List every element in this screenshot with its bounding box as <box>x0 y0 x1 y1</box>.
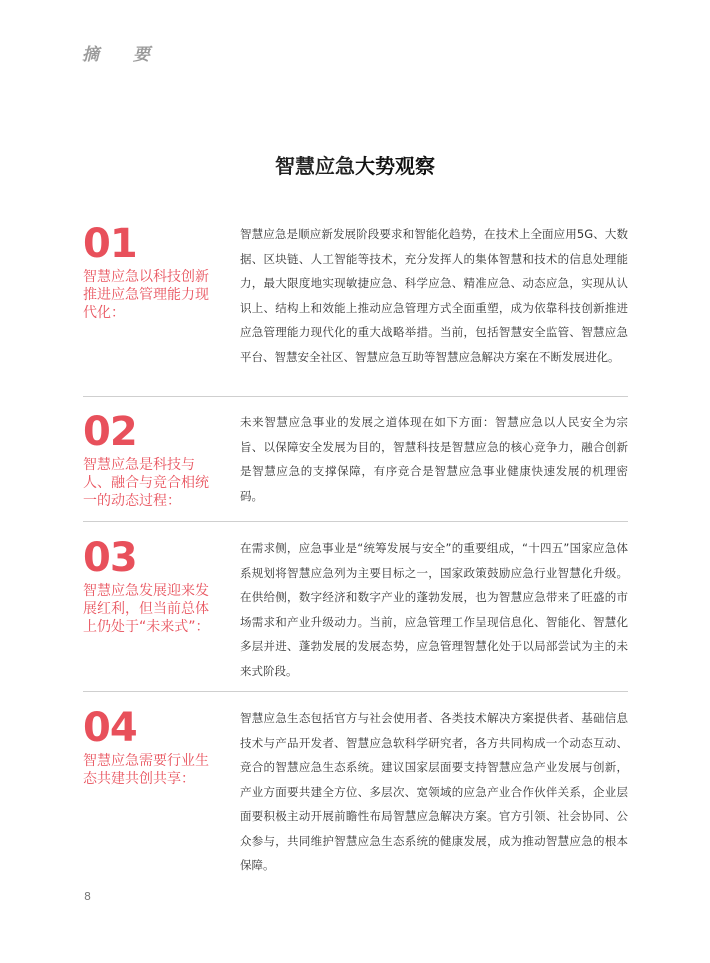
section-body: 智慧应急生态包括官方与社会使用者、各类技术解决方案提供者、基础信息技术与产品开发者、智慧应急软科学研究者，各方共同构成一个动态互动、竞合的智慧应急生态系统。建议国家层面要支持智慧应急产业发展与创新，产业方面要共建全方位、多层次、宽领域的应急产业合作伙伴关系，企业层面要积极主动开展前瞻性布局智慧应急解决方案。官方引领、社会协同、公众参与，共同维护智慧应急生态系统的健康发展，成为推动智慧应急的根本保障。 <box>240 711 628 872</box>
section-body: 智慧应急是顺应新发展阶段要求和智能化趋势，在技术上全面应用5G、大数据、区块链、人工智能等技术，充分发挥人的集体智慧和技术的信息处理能力，最大限度地实现敏捷应急、科学应急、精准应急、动态应急，实现从认识上、结构上和效能上推动应急管理方式全面重塑，成为依靠科技创新推进应急管理能力现代化的重大战略举措。当前，包括智慧安全监管、智慧应急平台、智慧安全社区、智慧应急互助等智慧应急解决方案在不断发展进化。 <box>240 227 628 364</box>
section-04 <box>83 706 628 876</box>
divider <box>83 521 628 522</box>
page-label: 摘 要 <box>82 45 164 65</box>
section-body: 在需求侧，应急事业是“统筹发展与安全”的重要组成，“十四五”国家应急体系规划将智慧应急列为主要目标之一，国家政策鼓励应急行业智慧化升级。在供给侧，数字经济和数字产业的蓬勃发展，也为智慧应急带来了旺盛的市场需求和产业升级动力。当前，应急管理工作呈现信息化、智能化、智慧化多层并进、蓬勃发展的发展态势，应急管理智慧化处于以局部尝试为主的未来式阶段。 <box>240 541 628 678</box>
section-number: 01 <box>83 221 137 267</box>
section-03 <box>83 536 628 686</box>
section-number: 04 <box>83 705 137 751</box>
section-02 <box>83 410 628 510</box>
section-subtitle: 智慧应急发展迎来发展红利，但当前总体上仍处于“未来式”： <box>83 583 210 635</box>
divider <box>83 396 628 397</box>
section-subtitle: 智慧应急以科技创新推进应急管理能力现代化： <box>83 269 209 321</box>
section-number: 03 <box>83 535 137 581</box>
section-subtitle: 智慧应急是科技与人、融合与竞合相统一的动态过程： <box>83 457 209 509</box>
title-part-2: 大势观察 <box>355 154 435 178</box>
page-number: 8 <box>84 890 91 903</box>
section-01 <box>83 222 628 382</box>
section-number: 02 <box>83 409 137 455</box>
section-body: 未来智慧应急事业的发展之道体现在如下方面：智慧应急以人民安全为宗旨、以保障安全发展为目的，智慧科技是智慧应急的核心竞争力，融合创新是智慧应急的支撑保障，有序竞合是智慧应急事业健康快速发展的机理密码。 <box>240 415 628 503</box>
section-subtitle: 智慧应急需要行业生态共建共创共享： <box>83 753 209 787</box>
title-part-1: 智慧应急 <box>275 154 355 178</box>
page-title <box>0 150 710 179</box>
divider <box>83 691 628 692</box>
